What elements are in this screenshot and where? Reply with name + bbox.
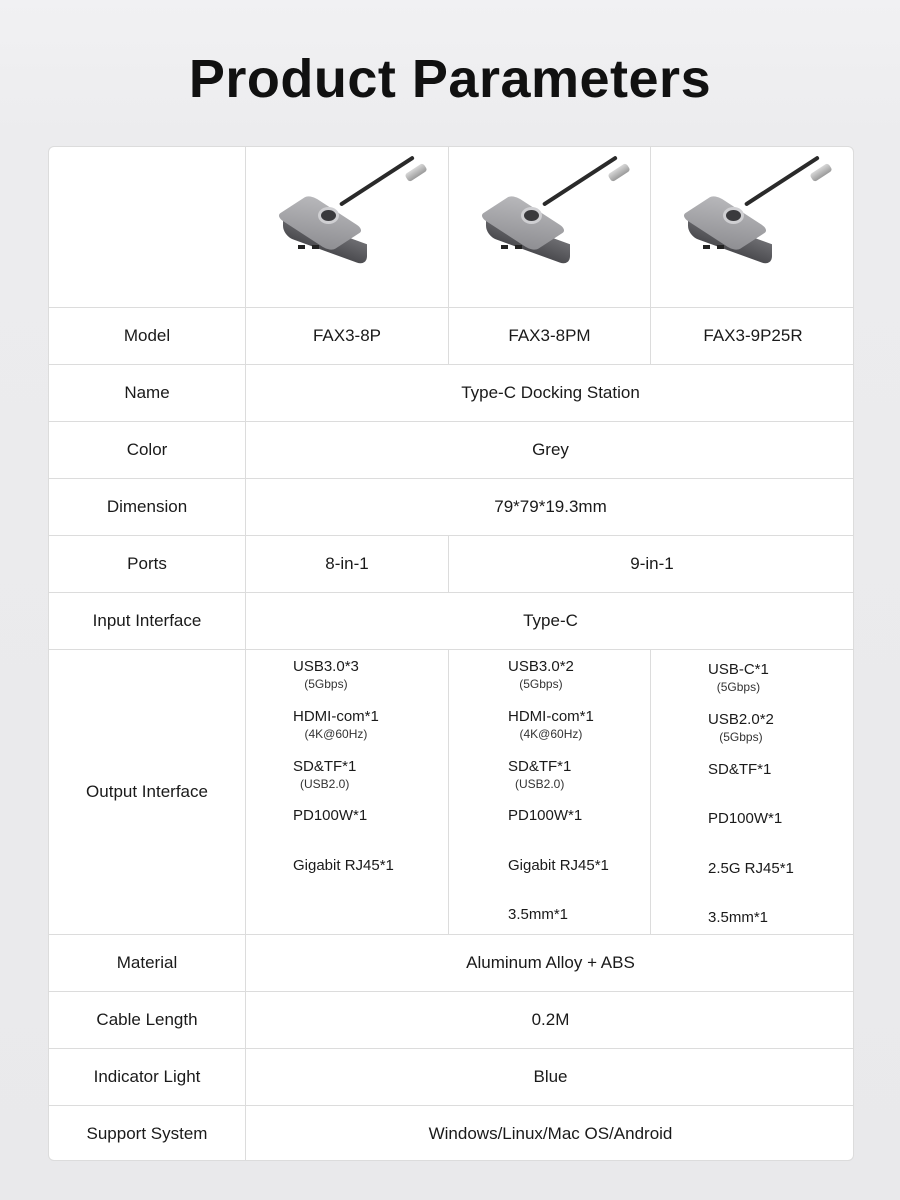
output-column-3 xyxy=(651,650,854,934)
name-value: Type-C Docking Station xyxy=(461,383,640,402)
model-row xyxy=(49,307,854,364)
name-row xyxy=(49,364,854,421)
output-item: PD100W*1 xyxy=(508,807,583,824)
product-image-cell xyxy=(651,147,854,307)
output-interface-row xyxy=(49,649,854,934)
output-item: SD&TF*1 xyxy=(708,761,772,778)
parameters-table xyxy=(48,146,854,1161)
indicator-light-row xyxy=(49,1048,854,1105)
material-row xyxy=(49,934,854,991)
page-title: Product Parameters xyxy=(188,49,712,109)
dimension-row xyxy=(49,478,854,535)
color-row xyxy=(49,421,854,478)
row-label: Indicator Light xyxy=(49,1049,246,1105)
output-item: HDMI-com*1 (4K@60Hz) xyxy=(508,708,594,741)
row-label: Model xyxy=(49,308,246,364)
ports-value: 8-in-1 xyxy=(246,536,449,592)
ports-value: 9-in-1 xyxy=(630,554,674,573)
model-value: FAX3-8P xyxy=(246,308,449,364)
input-interface-row xyxy=(49,592,854,649)
output-item: SD&TF*1 (USB2.0) xyxy=(508,758,572,791)
indicator-light-value: Blue xyxy=(533,1067,568,1086)
row-label: Support System xyxy=(49,1106,246,1161)
docking-station-image xyxy=(673,169,843,299)
row-label: Cable Length xyxy=(49,992,246,1048)
product-image-row xyxy=(49,147,854,307)
output-item: 3.5mm*1 xyxy=(508,906,569,923)
output-item: PD100W*1 xyxy=(293,807,368,824)
output-item: USB2.0*2 (5Gbps) xyxy=(708,711,774,744)
color-value: Grey xyxy=(532,440,569,459)
model-value: FAX3-8PM xyxy=(449,308,651,364)
output-item: SD&TF*1 (USB2.0) xyxy=(293,758,357,791)
row-label: Dimension xyxy=(49,479,246,535)
docking-station-image xyxy=(268,169,438,299)
dimension-value: 79*79*19.3mm xyxy=(494,497,607,516)
output-item: USB-C*1 (5Gbps) xyxy=(708,661,769,694)
output-item: 2.5G RJ45*1 xyxy=(708,860,794,877)
product-image-cell xyxy=(449,147,651,307)
model-value: FAX3-9P25R xyxy=(703,326,803,345)
output-item: USB3.0*3 (5Gbps) xyxy=(293,658,359,691)
product-image-cell xyxy=(246,147,449,307)
row-label: Name xyxy=(49,365,246,421)
output-item: USB3.0*2 (5Gbps) xyxy=(508,658,574,691)
output-item: Gigabit RJ45*1 xyxy=(293,857,394,874)
row-label: Ports xyxy=(49,536,246,592)
row-label: Input Interface xyxy=(49,593,246,649)
output-column-1 xyxy=(246,650,449,934)
material-value: Aluminum Alloy + ABS xyxy=(466,953,635,972)
input-interface-value: Type-C xyxy=(523,611,578,630)
output-item: HDMI-com*1 (4K@60Hz) xyxy=(293,708,379,741)
row-label: Material xyxy=(49,935,246,991)
row-label: Output Interface xyxy=(49,650,246,934)
support-system-row xyxy=(49,1105,854,1161)
output-column-2 xyxy=(449,650,651,934)
support-system-value: Windows/Linux/Mac OS/Android xyxy=(428,1124,673,1143)
docking-station-image xyxy=(471,169,641,299)
cable-length-value: 0.2M xyxy=(531,1010,570,1029)
ports-row xyxy=(49,535,854,592)
output-item: Gigabit RJ45*1 xyxy=(508,857,609,874)
empty-header-cell xyxy=(49,147,246,307)
output-item: PD100W*1 xyxy=(708,810,783,827)
output-item: 3.5mm*1 xyxy=(708,909,769,926)
cable-length-row xyxy=(49,991,854,1048)
row-label: Color xyxy=(49,422,246,478)
